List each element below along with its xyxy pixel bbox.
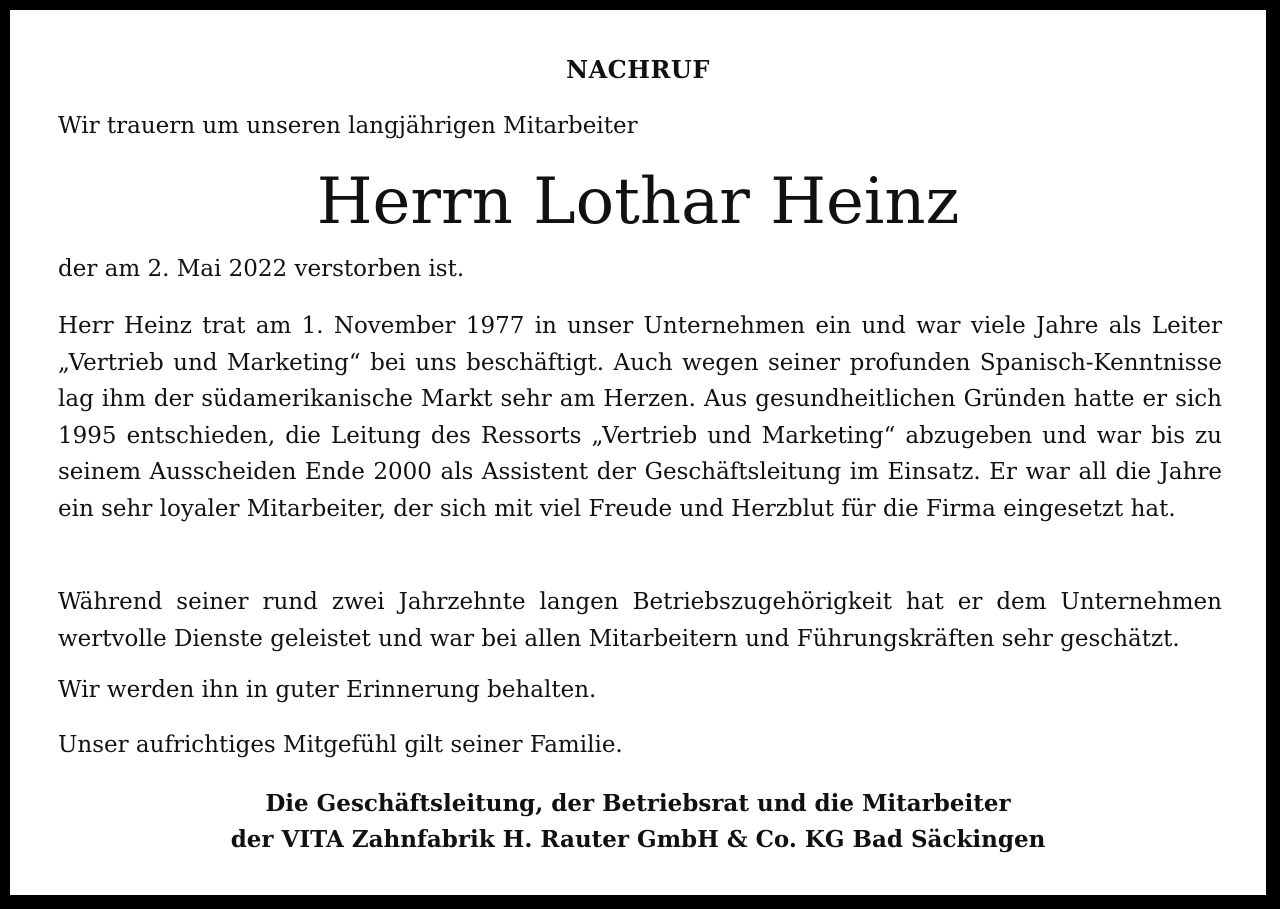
intro-line: Wir trauern um unseren langjährigen Mitarbeiter — [58, 113, 638, 139]
memory-line: Wir werden ihn in guter Erinnerung behalten. — [58, 677, 597, 703]
signature-line-1: Die Geschäftsleitung, der Betriebsrat und die Mitarbeiter — [265, 790, 1011, 817]
notice-heading: NACHRUF — [566, 55, 710, 84]
obituary-notice — [10, 10, 1266, 895]
signature-line-2: der VITA Zahnfabrik H. Rauter GmbH & Co. KG Bad Säckingen — [230, 826, 1046, 853]
signature-block — [10, 786, 1266, 858]
deceased-name: Herrn Lothar Heinz — [316, 165, 960, 239]
sympathy-line: Unser aufrichtiges Mitgefühl gilt seiner Familie. — [58, 732, 623, 758]
death-date-line: der am 2. Mai 2022 verstorben ist. — [58, 256, 465, 282]
appreciation-paragraph: Während seiner rund zwei Jahrzehnte langen Betriebszugehörigkeit hat er dem Unternehmen wertvolle Dienste geleistet und war bei allen Mitarbeitern und Führungskräften sehr geschätzt. — [58, 589, 1222, 652]
biography-paragraph: Herr Heinz trat am 1. November 1977 in unser Unternehmen ein und war viele Jahre als Leiter „Vertrieb und Marketing“ bei uns beschäftigt. Auch wegen seiner profunden Spanisch-Kenntnisse lag ihm der südamerikanische Markt sehr am Herzen. Aus gesundheitlichen Gründen hatte er sich 1995 entschieden, die Leitung des Ressorts „Vertrieb und Marketing“ abzugeben und war bis zu seinem Ausscheiden Ende 2000 als Assistent der Geschäftsleitung im Einsatz. Er war all die Jahre ein sehr loyaler Mitarbeiter, der sich mit viel Freude und Herzblut für die Firma eingesetzt hat. — [58, 313, 1222, 522]
